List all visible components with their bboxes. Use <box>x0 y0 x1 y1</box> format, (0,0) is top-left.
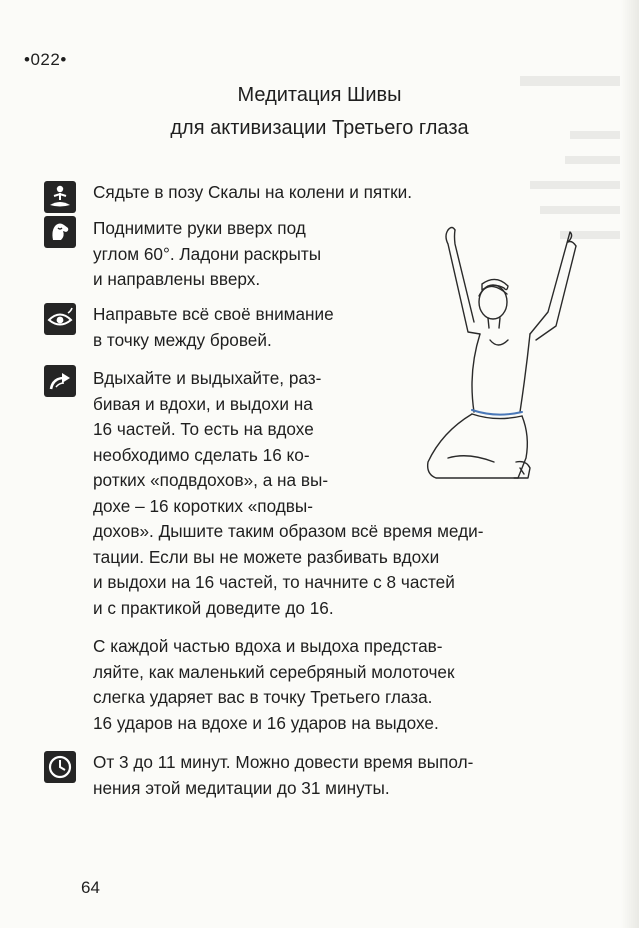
breath-arrow-icon <box>44 365 76 397</box>
page-number: 64 <box>81 878 100 897</box>
text-line: тации. Если вы не можете разбивать вдохи <box>93 546 440 567</box>
step-4-text-wide <box>93 519 577 621</box>
text-line: ляйте, как маленький серебряный молоточек <box>93 661 455 682</box>
page-title <box>0 79 639 145</box>
title-line-2: для активизации Третьего глаза <box>170 117 469 139</box>
step-6-text <box>93 750 577 801</box>
step-3-text <box>93 302 391 353</box>
hand-mudra-icon <box>44 216 76 248</box>
visualization-paragraph <box>93 634 577 736</box>
clock-icon <box>44 751 76 783</box>
text-line: Направьте всё своё внимание <box>93 304 334 324</box>
text-line: дохов». Дышите таким образом всё время меди- <box>93 521 484 541</box>
lotus-pose-icon <box>44 181 76 213</box>
chapter-mark: •022• <box>24 50 67 69</box>
text-line: Поднимите руки вверх под <box>93 218 306 238</box>
text-line: От 3 до 11 минут. Можно довести время выпол- <box>93 752 474 772</box>
text-line: углом 60°. Ладони раскрыты <box>93 243 322 264</box>
text-line: Сядьте в позу Скалы на колени и пятки. <box>93 182 412 202</box>
title-line-1: Медитация Шивы <box>237 84 402 106</box>
text-line: в точку между бровей. <box>93 329 272 350</box>
text-line: 16 частей. То есть на вдохе <box>93 419 314 439</box>
text-line: и направлены вверх. <box>93 269 261 289</box>
step-2-text <box>93 216 391 293</box>
text-line: ротких «подвдохов», а на вы- <box>93 470 329 490</box>
step-4-text-narrow <box>93 366 391 519</box>
text-line: нения этой медитации до 31 минуты. <box>93 777 390 798</box>
eye-icon <box>44 303 76 335</box>
kneeling-woman-arms-raised-illustration <box>408 222 588 492</box>
step-1-text <box>93 180 583 206</box>
text-line: дохе – 16 коротких «подвы- <box>93 495 314 516</box>
text-line: С каждой частью вдоха и выдоха представ- <box>93 636 443 656</box>
text-line: слегка ударяет вас в точку Третьего глаза. <box>93 687 433 707</box>
text-line: необходимо сделать 16 ко- <box>93 444 310 465</box>
text-line: бивая и вдохи, и выдохи на <box>93 393 313 414</box>
text-line: 16 ударов на вдохе и 16 ударов на выдохе. <box>93 712 439 733</box>
text-line: и выдохи на 16 частей, то начните с 8 частей <box>93 572 455 592</box>
text-line: и с практикой доведите до 16. <box>93 597 334 618</box>
text-line: Вдыхайте и выдыхайте, раз- <box>93 368 322 388</box>
